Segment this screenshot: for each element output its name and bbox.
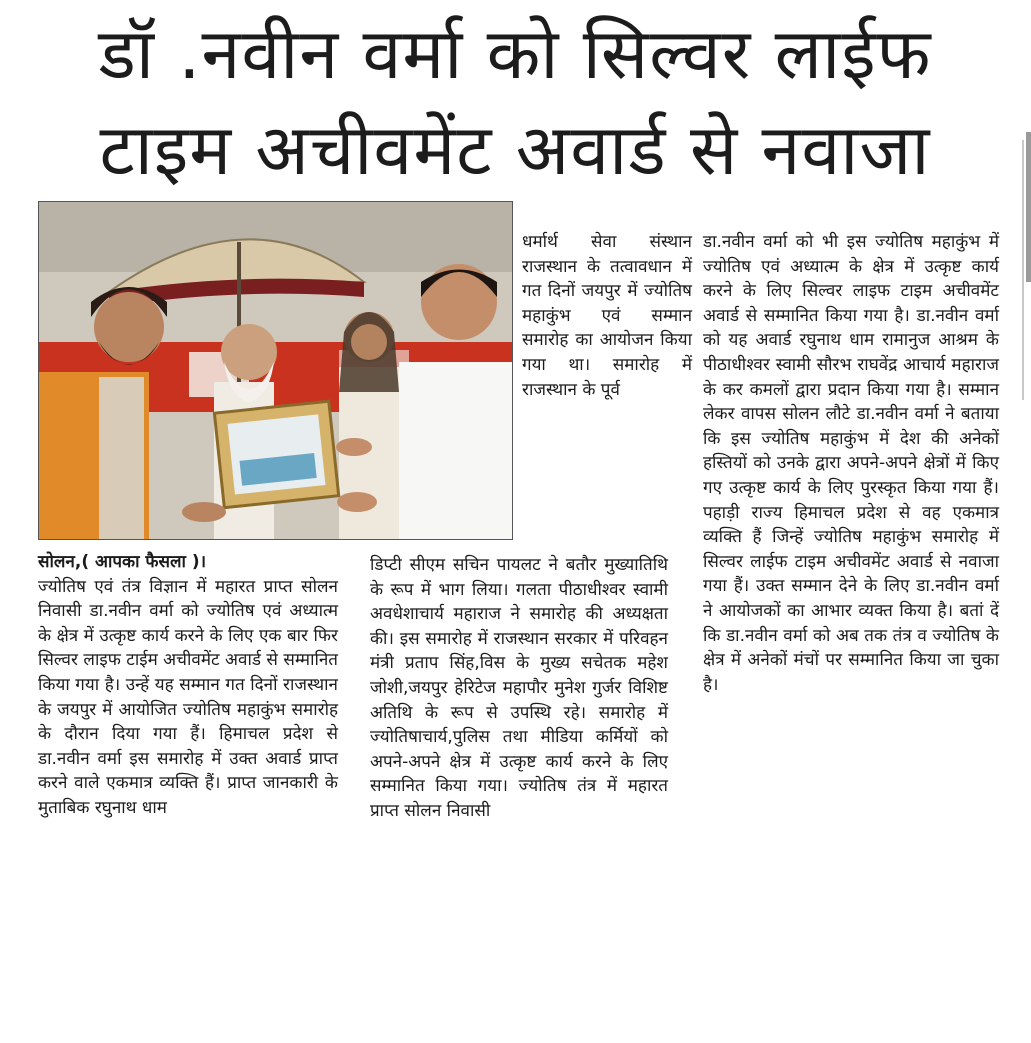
column-left-text: ज्योतिष एवं तंत्र विज्ञान में महारत प्राप्त सोलन निवासी डा.नवीन वर्मा को ज्योतिष एवं अध्यात्म के क्षेत्र में उत्कृष्ट कार्य करने के लिए एक बार फिर सिल्वर लाइफ टाईम अचीवमेंट अवार्ड से सम्मानित किया गया है। उन्हें यह सम्मान गत दिनों राजस्थान के जयपुर में आयोजित ज्योतिष महाकुंभ समारोह के दौरान दिया गया हैं। हिमाचल प्रदेश से डा.नवीन वर्मा इस समारोह में उक्त अवार्ड प्राप्त करने वाले एकमात्र व्यक्ति हैं। प्राप्त जानकारी के मुताबिक रघुनाथ धाम <box>38 576 338 818</box>
column-right <box>703 230 999 697</box>
headline-line-2: टाइम अचीवमेंट अवार्ड से नवाजा <box>99 109 931 191</box>
column-middle-top <box>522 230 692 402</box>
page-edge-rule <box>1022 140 1031 400</box>
dateline: सोलन,( आपका फैसला )। <box>38 552 207 572</box>
column-middle-text: डिप्टी सीएम सचिन पायलट ने बतौर मुख्यातिथि के रूप में भाग लिया। गलता पीठाधीश्वर स्वामी अवधेशाचार्य महाराज ने समारोह की अध्यक्षता की। इस समारोह में राजस्थान सरकार में परिवहन मंत्री प्रताप सिंह,विस के मुख्य सचेतक महेश जोशी,जयपुर हेरिटेज महापौर मुनेश गुर्जर विशिष्ट अतिथि के रूप से उपस्थि रहे। समारोह में ज्योतिषाचार्य,पुलिस तथा मीडिया कर्मियों को अपने-अपने क्षेत्र में उत्कृष्ट कार्य करने के लिए सम्मानित किया गया। ज्योतिष तंत्र में महारत प्राप्त सोलन निवासी <box>370 555 668 821</box>
column-middle <box>370 553 668 824</box>
column-middle-top-text: धर्मार्थ सेवा संस्थान राजस्थान के तत्वावधान में गत दिनों जयपुर में ज्योतिष महाकुंभ एवं सम्मान समारोह का आयोजन किया गया था। समारोह में राजस्थान के पूर्व <box>522 232 692 400</box>
headline-line-1: डॉ .नवीन वर्मा को सिल्वर लाईफ <box>98 13 932 95</box>
award-ceremony-photo <box>38 201 513 540</box>
column-left <box>38 550 338 821</box>
column-right-text: डा.नवीन वर्मा को भी इस ज्योतिष महाकुंभ में ज्योतिष एवं अध्यात्म के क्षेत्र में उत्कृष्ट कार्य करने के लिए सिल्वर लाइफ टाइम अचीवमेंट अवार्ड से सम्मानित किया गया है। डा.नवीन वर्मा को यह अवार्ड रघुनाथ धाम रामानुज आश्रम के पीठाधीश्वर स्वामी सौरभ राघवेंद्र आचार्य महाराज के कर कमलों द्वारा प्रदान किया गया है। सम्मान लेकर वापस सोलन लौटे डा.नवीन वर्मा ने बताया कि इस ज्योतिष महाकुंभ में देश की अनेकों हस्तियों को उनके द्वारा अपने-अपने क्षेत्रों में किए गए उत्कृष्ट कार्य के लिए पुरस्कृत किया गया हैं। पहाड़ी राज्य हिमाचल प्रदेश से वह एकमात्र व्यक्ति हैं जिन्हें ज्योतिष महाकुंभ समारोह में सिल्वर लाईफ टाइम अचीवमेंट अवार्ड से नवाजा गया हैं। उक्त सम्मान देने के लिए डा.नवीन वर्मा ने आयोजकों का आभार व्यक्त किया है। बतां दें कि डा.नवीन वर्मा को अब तक तंत्र व ज्योतिष के क्षेत्र में अनेकों मंचों पर सम्मानित किया जा चुका है। <box>703 232 999 695</box>
award-ceremony-illustration <box>39 202 512 539</box>
